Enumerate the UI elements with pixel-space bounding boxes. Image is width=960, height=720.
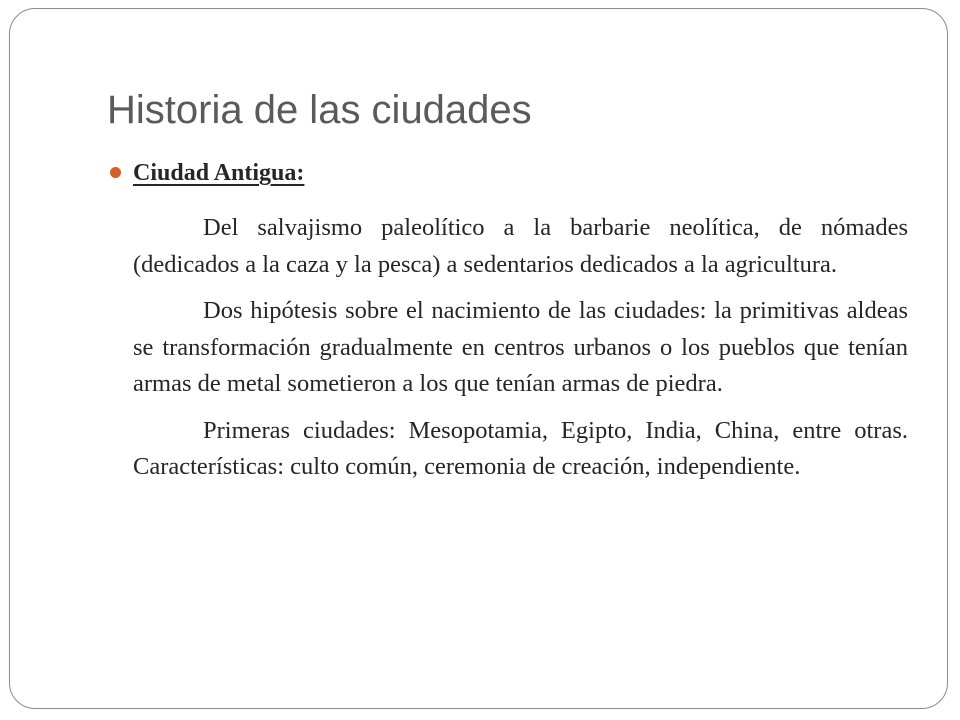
paragraph-3: Primeras ciudades: Mesopotamia, Egipto, India, China, entre otras. Características: culto común, ceremonia de creación, independiente. — [133, 416, 908, 480]
bullet-icon — [110, 167, 121, 178]
paragraph-2: Dos hipótesis sobre el nacimiento de las ciudades: la primitivas aldeas se transformación gradualmente en centros urbanos o los pueblos que tenían armas de metal sometieron a los que tenían armas de piedra. — [133, 297, 908, 397]
slide-title: Historia de las ciudades — [107, 88, 532, 132]
section-heading: Ciudad Antigua: — [133, 160, 305, 186]
slide-body — [133, 210, 908, 496]
paragraph-1: Del salvajismo paleolítico a la barbarie neolítica, de nómades (dedicados a la caza y la pesca) a sedentarios dedicados a la agricultura. — [133, 214, 908, 278]
